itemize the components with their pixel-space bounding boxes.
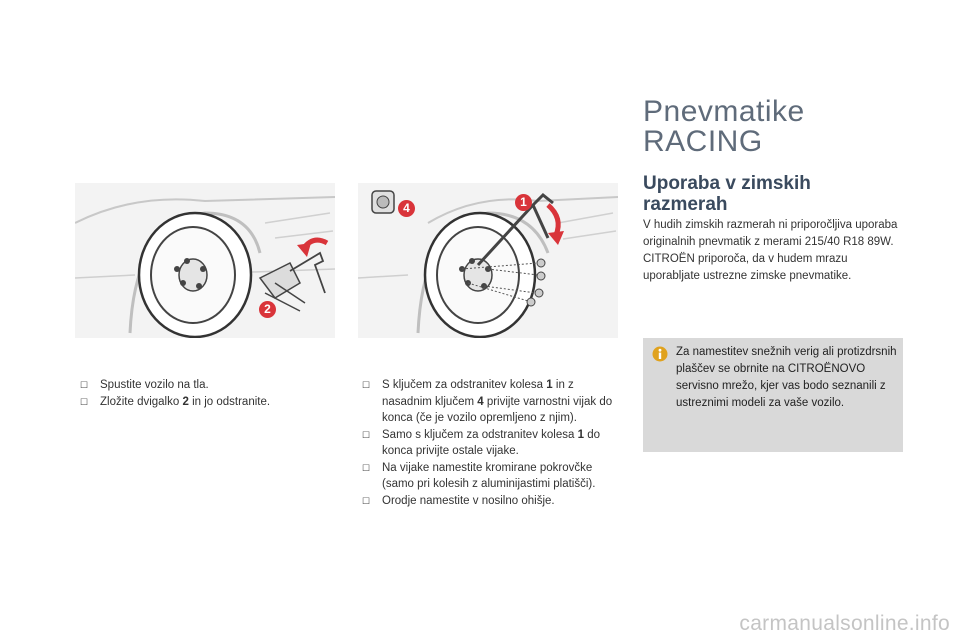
checkbox-marker-icon: ☐: [80, 396, 89, 407]
info-icon: [652, 346, 668, 367]
list-item: ☐ Samo s ključem za odstranitev kolesa 1 do konca privijte ostale vijake.: [362, 428, 600, 457]
checkbox-marker-icon: ☐: [362, 380, 371, 390]
callout-4-badge: 4: [398, 200, 415, 217]
left-instructions: [80, 377, 320, 410]
list-item: ☐ Na vijake namestite kromirane pokrovčke (samo pri kolesih z aluminijastimi platišči).: [362, 461, 596, 490]
checkbox-marker-icon: ☐: [362, 462, 371, 473]
illustration-jack-removal: [75, 183, 335, 338]
list-item: ☐ Spustite vozilo na tla.: [80, 377, 320, 394]
winter-usage-paragraph: V hudih zimskih razmerah ni priporočljiva uporaba originalnih pnevmatik z merami 215/40 R18 89W. CITROËN priporoča, da v hudem mrazu uporabljate ustrezne zimske pnevmatike.: [643, 219, 898, 282]
info-box-text: Za namestitev snežnih verig ali protizdrsnih plaščev se obrnite na CITROËNOVO servisno mrežo, kjer vas bodo seznanili z ustreznimi modeli za vaše vozilo.: [676, 346, 897, 409]
info-box: [643, 338, 903, 452]
section-title-line1: Pnevmatike: [643, 95, 805, 128]
list-item: ☐ Zložite dvigalko 2 in jo odstranite.: [80, 394, 320, 411]
middle-instructions: [362, 377, 624, 509]
checkbox-marker-icon: ☐: [362, 495, 371, 506]
callout-1-badge: 1: [515, 194, 532, 211]
section-title-line2: RACING: [643, 125, 763, 158]
subsection-heading: Uporaba v zimskih razmerah: [643, 173, 811, 215]
illustration-wheel-bolts: [358, 183, 618, 338]
list-item: ☐ S ključem za odstranitev kolesa 1 in z nasadnim ključem 4 privijte varnostni vijak do konca (če je vozilo opremljeno z njim).: [362, 379, 613, 424]
checkbox-marker-icon: ☐: [80, 380, 89, 390]
watermark: carmanualsonline.info: [739, 612, 950, 635]
callout-2-badge: 2: [259, 301, 276, 318]
checkbox-marker-icon: ☐: [362, 429, 371, 440]
list-item: ☐ Orodje namestite v nosilno ohišje.: [362, 493, 624, 510]
